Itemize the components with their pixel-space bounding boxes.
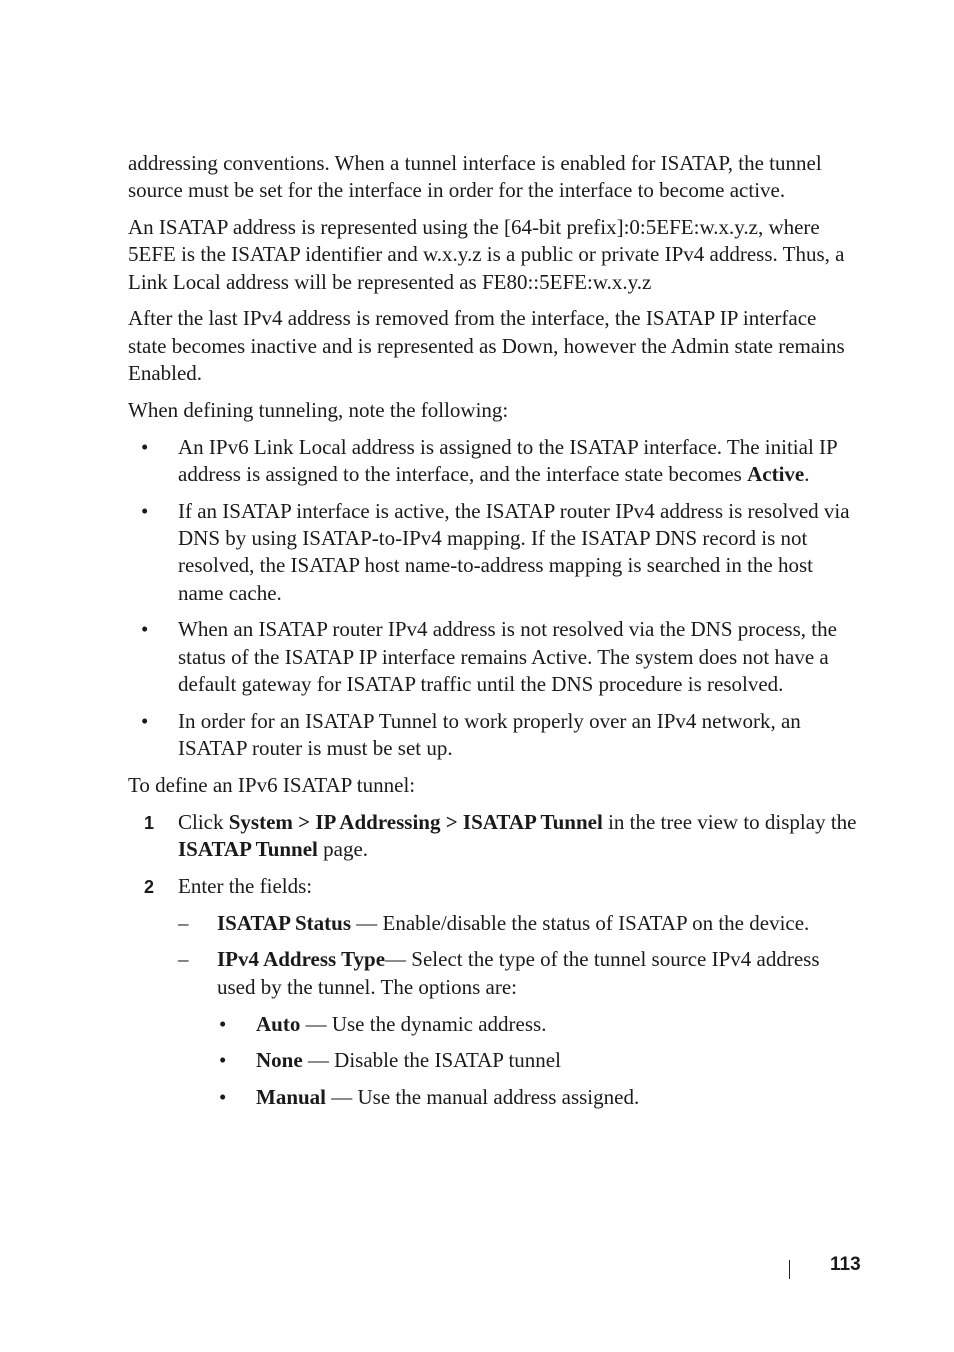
procedure-intro: To define an IPv6 ISATAP tunnel: xyxy=(128,772,416,797)
paragraph: When defining tunneling, note the following: xyxy=(128,397,509,422)
option-item xyxy=(128,1084,858,1111)
paragraph: After the last IPv4 address is removed from the interface, the ISATAP IP interface state becomes inactive and is represented as Down, however the Admin state remains Enabled. xyxy=(128,306,845,386)
step-number: 1 xyxy=(144,812,155,833)
step-text: Enter the fields: xyxy=(178,873,313,898)
option-description: — Disable the ISATAP tunnel xyxy=(302,1048,561,1073)
bullet-item xyxy=(128,498,858,607)
bullet-marker: • xyxy=(141,498,149,523)
field-description: — Select the type of the tunnel source IPv4 address used by the tunnel. The options are: xyxy=(217,947,820,999)
bullet-item xyxy=(128,616,858,698)
step-item xyxy=(128,873,858,900)
field-description: — Enable/disable the status of ISATAP on the device. xyxy=(351,910,810,935)
option-description: — Use the dynamic address. xyxy=(300,1011,547,1036)
option-item xyxy=(128,1047,858,1074)
option-description: — Use the manual address assigned. xyxy=(326,1085,640,1110)
bullet-marker: • xyxy=(141,617,149,642)
bullet-text-end: . xyxy=(804,461,810,486)
dash-marker: – xyxy=(178,910,189,935)
bullet-text: When an ISATAP router IPv4 address is not resolved via the DNS process, the status of the ISATAP IP interface remains Active. The system does not have a default gateway for ISATAP traffic until the DNS procedure is resolved. xyxy=(178,617,837,697)
paragraph: addressing conventions. When a tunnel interface is enabled for ISATAP, the tunnel source must be set for the interface in order for the interface to become active. xyxy=(128,151,822,203)
field-name: ISATAP Status xyxy=(217,910,352,935)
step-text: page. xyxy=(317,837,369,862)
paragraph: An ISATAP address is represented using the [64-bit prefix]:0:5EFE:w.x.y.z, where 5EFE is the ISATAP identifier and w.x.y.z is a public or private IPv4 address. Thus, a Link Local address will be represented as FE80::5EFE:w.x.y.z xyxy=(128,215,845,294)
option-name: None xyxy=(256,1048,303,1073)
page-name: ISATAP Tunnel xyxy=(178,837,318,862)
footer-divider xyxy=(789,1260,790,1279)
bullet-item xyxy=(128,708,858,763)
bullet-text: If an ISATAP interface is active, the ISATAP router IPv4 address is resolved via DNS by using ISATAP-to-IPv4 mapping. If the ISATAP DNS record is not resolved, the ISATAP host name-to-address mapping is searched in the host name cache. xyxy=(178,498,850,605)
option-name: Auto xyxy=(256,1011,301,1036)
step-item xyxy=(128,809,858,864)
bullet-emphasis: Active xyxy=(747,461,805,486)
option-name: Manual xyxy=(256,1085,327,1110)
bullet-marker: • xyxy=(219,1048,227,1073)
step-text: Click xyxy=(178,809,229,834)
page-body xyxy=(128,150,858,1121)
dash-marker: – xyxy=(178,947,189,972)
option-item xyxy=(128,1011,858,1038)
bullet-marker: • xyxy=(141,708,149,733)
bullet-text: An IPv6 Link Local address is assigned to the ISATAP interface. The initial IP address is assigned to the interface, and the interface state becomes xyxy=(178,434,837,486)
bullet-marker: • xyxy=(219,1085,227,1110)
field-name: IPv4 Address Type xyxy=(217,947,386,972)
page-number: 113 xyxy=(830,1254,861,1275)
field-item xyxy=(128,910,858,937)
field-item xyxy=(128,946,858,1001)
menu-path: System > IP Addressing > ISATAP Tunnel xyxy=(228,809,603,834)
bullet-marker: • xyxy=(141,434,149,459)
bullet-item xyxy=(128,434,858,489)
page-footer xyxy=(789,1254,869,1282)
bullet-marker: • xyxy=(219,1011,227,1036)
step-text: in the tree view to display the xyxy=(602,809,857,834)
bullet-text: In order for an ISATAP Tunnel to work properly over an IPv4 network, an ISATAP router is must be set up. xyxy=(178,708,801,761)
step-number: 2 xyxy=(144,876,155,897)
